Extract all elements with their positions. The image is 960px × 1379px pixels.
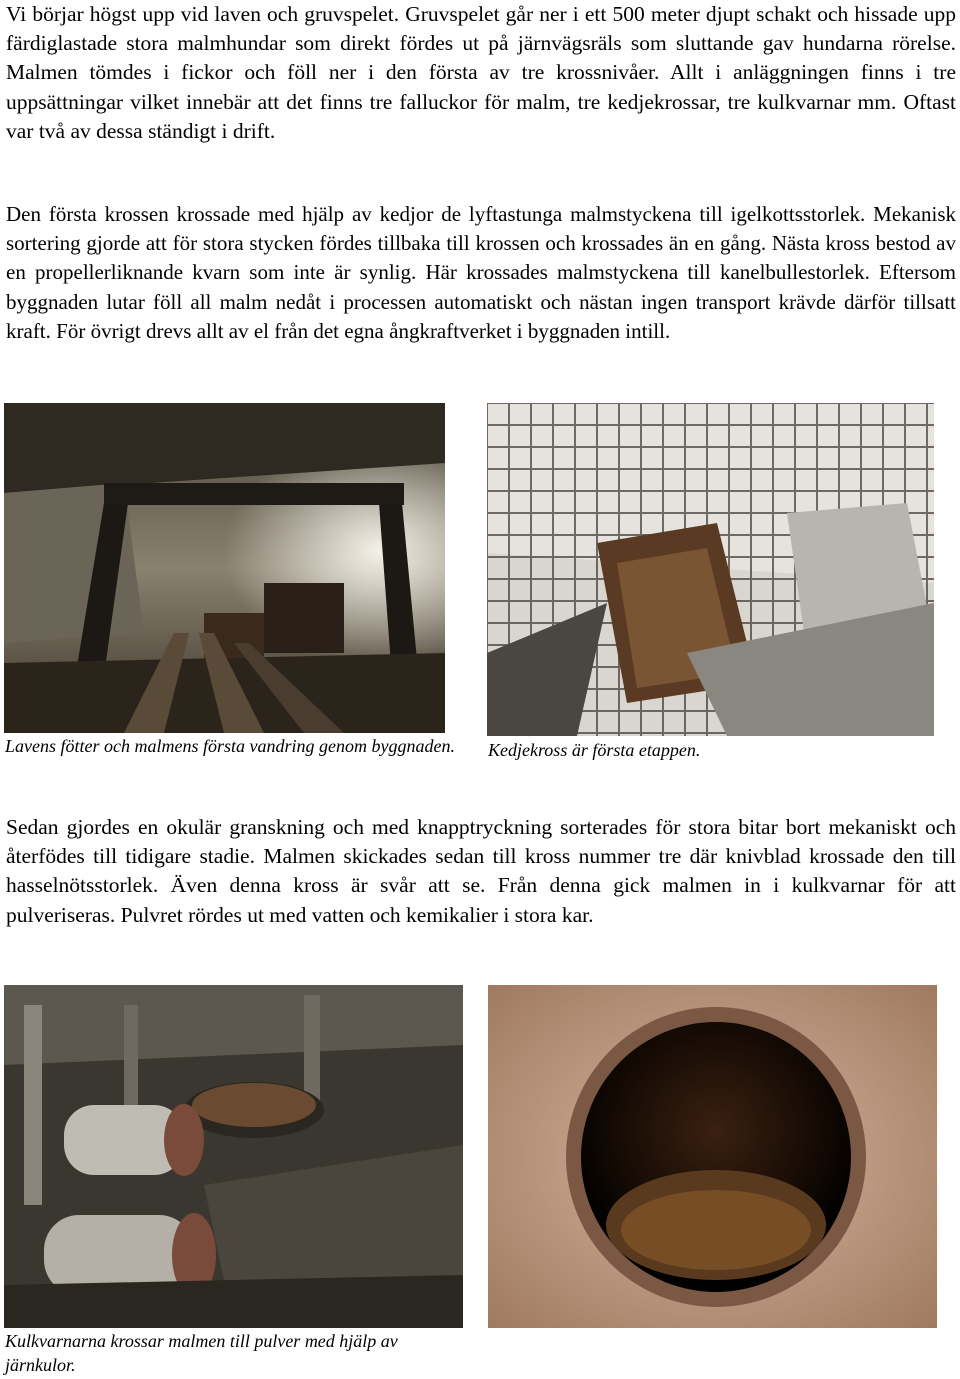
caption-photo-ball-mills: Kulkvarnarna krossar malmen till pulver med hjälp av järnkulor.: [5, 1331, 398, 1375]
paragraph-intro: Vi börjar högst upp vid laven och gruvspelet. Gruvspelet går ner i ett 500 meter djupt schakt och hissade upp färdiglastade stora malmhundar som direkt fördes ut på järnvägsräls som sluttande gav hundarna rörelse. Malmen tömdes i fickor och föll ner i den första av tre krossnivåer. Allt i anläggningen finns i tre uppsättningar vilket innebär att det finns tre falluckor för malm, tre kedjekrossar, tre kulkvarnar mm. Oftast var två av dessa ständigt i drift.: [6, 2, 956, 143]
photo-ball-mills: [4, 985, 463, 1328]
photo-head-frame-rails: [4, 403, 445, 733]
paragraph-first-crusher: Den första krossen krossade med hjälp av kedjor de lyftastunga malmstyckena till igelkottsstorlek. Mekanisk sortering gjorde att för stora stycken fördes tillbaka till krossen och krossades än en gång. Nästa kross bestod av en propellerliknande kvarn som inte är synlig. Här krossades malmstyckena till kanelbullestorlek. Eftersom byggnaden lutar föll all malm nedåt i processen automatiskt och nästan ingen transport krävde därför tillsatt kraft. För övrigt drevs allt av el från det egna ångkraftverket i byggnaden intill.: [6, 202, 956, 343]
photo-mill-interior: [488, 985, 937, 1328]
caption-photo-chain-crusher: Kedjekross är första etappen.: [488, 740, 701, 760]
photo-chain-crusher: [487, 403, 934, 736]
paragraph-third-crusher: Sedan gjordes en okulär granskning och med knapptryckning sorterades för stora bitar bort mekaniskt och återfödes till tidigare stadie. Malmen skickades sedan till kross nummer tre där knivblad krossade den till hasselnötsstorlek. Även denna kross är svår att se. Från denna gick malmen in i kulkvarnar för att pulveriseras. Pulvret rördes ut med vatten och kemikalier i stora kar.: [6, 815, 956, 927]
caption-photo-head-frame: Lavens fötter och malmens första vandring genom byggnaden.: [5, 736, 455, 756]
